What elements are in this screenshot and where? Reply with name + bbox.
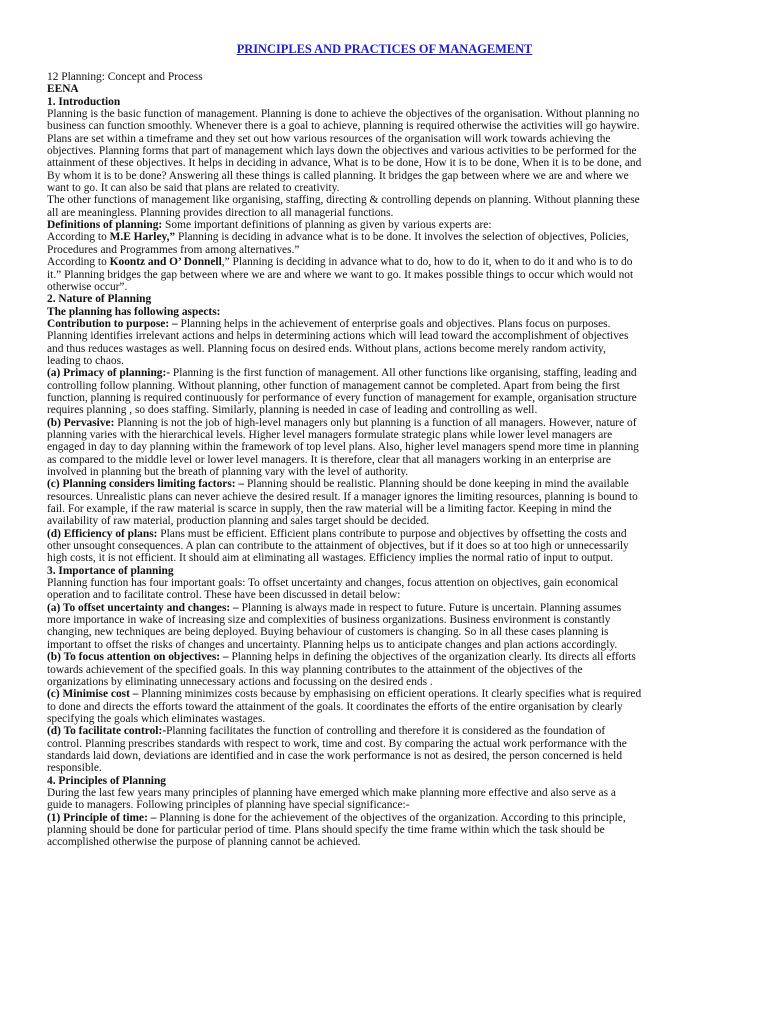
- line-text: responsible.: [47, 762, 102, 775]
- bold-term: (b) To focus attention on objectives: –: [47, 651, 229, 664]
- paragraph-line: [47, 614, 722, 626]
- paragraph-line: [47, 417, 722, 429]
- paragraph-line: [47, 429, 722, 441]
- paragraph-line: [47, 577, 722, 589]
- line-text: attainment of these objectives. It helps in deciding in advance, What is to be done, How it is to be done, When it is to be done, and: [47, 157, 642, 170]
- paragraph-line: [47, 836, 722, 848]
- line-text: changing, new techniques are being deployed. Buying behaviour of customers is changing. So in all these cases planning is: [47, 626, 609, 639]
- paragraph-line: [47, 404, 722, 416]
- paragraph-line: [47, 120, 722, 132]
- paragraph-line: [47, 454, 722, 466]
- section-heading: 3. Importance of planning: [47, 564, 174, 577]
- paragraph: [47, 318, 722, 367]
- line-text: otherwise occur”.: [47, 280, 128, 293]
- author-name: EENA: [47, 83, 79, 96]
- section-heading: The planning has following aspects:: [47, 305, 221, 318]
- document-body: [47, 71, 722, 849]
- paragraph-line: [47, 589, 722, 601]
- paragraph: [47, 602, 722, 651]
- paragraph-line: [47, 799, 722, 811]
- paragraph-line: [47, 651, 722, 663]
- bold-term: (b) Pervasive:: [47, 416, 115, 429]
- line-text: important to offset the risks of changes and uncertainty. Planning helps us to anticipate changes and plan actions accordingly.: [47, 638, 618, 651]
- line-text: Planning facilitates the function of controlling and therefore it is considered as the foundation of: [166, 725, 606, 738]
- paragraph: [47, 688, 722, 725]
- paragraph: [47, 194, 722, 219]
- paragraph-line: [47, 380, 722, 392]
- bold-term: (c) Minimise cost –: [47, 688, 139, 701]
- paragraph-line: [47, 688, 722, 700]
- paragraph-line: [47, 491, 722, 503]
- paragraph-line: [47, 478, 722, 490]
- line-text: involved in planning but the breath of planning vary with the level of authority.: [47, 466, 409, 478]
- paragraph-line: [47, 713, 722, 725]
- line-text: function, planning is required continuously for performance of every function of management for example, organisation structure: [47, 391, 637, 404]
- bold-term: (d) To facilitate control:-: [47, 725, 167, 738]
- line-text: business can function smoothly. Whenever there is a goal to achieve, planning is required otherwise the activities will go haywire.: [47, 120, 640, 133]
- paragraph-line: [47, 269, 722, 281]
- paragraph: [47, 577, 722, 602]
- line-text: organizations by eliminating unnecessary actions and focussing on the desired ends .: [47, 675, 433, 688]
- paragraph-line: [47, 330, 722, 342]
- paragraph: [47, 219, 722, 231]
- paragraph-line: [47, 244, 722, 256]
- line-text: want to go. It can also be said that plans are related to creativity.: [47, 182, 340, 195]
- line-text: Procedures and Programmes from among alternatives.”: [47, 243, 300, 256]
- line-text: specifying the goals which eliminates wastages.: [47, 712, 266, 725]
- line-text: objectives. Planning forms that part of management which lays down the objectives and various activities to be performed for the: [47, 145, 637, 158]
- paragraph-line: [47, 626, 722, 638]
- paragraph-line: [47, 466, 722, 478]
- paragraph: [47, 256, 722, 293]
- line-text: Planning helps in defining the objectives of the organization clearly. Its directs all efforts: [228, 651, 636, 664]
- line-text: control. Planning prescribes standards with respect to work, time and cost. By comparing the actual work performance with the: [47, 737, 627, 750]
- paragraph-line: [47, 787, 722, 799]
- content-blocks: [47, 96, 722, 849]
- bold-term: (1) Principle of time: –: [47, 811, 157, 824]
- paragraph-line: [47, 133, 722, 145]
- paragraph-line: [47, 231, 722, 243]
- line-text: operation and to facilitate control. These have been discussed in detail below:: [47, 589, 401, 602]
- paragraph: [47, 528, 722, 565]
- line-text: high costs, it is not efficient. It should aim at eliminating all wastages. Efficiency implies the normal ratio of input to output.: [47, 552, 614, 565]
- paragraph-line: [47, 750, 722, 762]
- line-text: By whom it is to be done? Answering all these things is called planning. It bridges the gap between where we are and where we: [47, 169, 629, 182]
- paragraph-line: [47, 762, 722, 774]
- paragraph-line: [47, 207, 722, 219]
- line-text: Some important definitions of planning as given by various experts are:: [162, 219, 492, 232]
- bold-term: (a) Primacy of planning:-: [47, 367, 171, 380]
- paragraph-line: [47, 343, 722, 355]
- line-text: engaged in day to day planning within the framework of top level plans. Also, higher level managers spend more time in planning: [47, 441, 639, 454]
- line-text: Planning is always made in respect to future. Future is uncertain. Planning assumes: [238, 601, 622, 614]
- lead-in-text: According to: [47, 256, 110, 269]
- paragraph: [47, 108, 722, 194]
- line-text: standards laid down, deviations are identified and in case the work performance is not as desired, the person concerned is held: [47, 749, 623, 762]
- line-text: as compared to the middle level or lower level managers. It is therefore, clear that all managers working in an enterprise are: [47, 453, 611, 466]
- bold-term: (a) To offset uncertainty and changes: –: [47, 601, 239, 614]
- line-text: fail. For example, if the raw material is scarce in supply, then the raw material will be a limiting factor. Keeping in mind the: [47, 503, 612, 516]
- paragraph-line: [47, 182, 722, 194]
- line-text: planning should be done for particular period of time. Plans should specify the time frame within which the task should be: [47, 823, 605, 836]
- lead-in-text: According to: [47, 231, 110, 244]
- paragraph-line: [47, 701, 722, 713]
- paragraph-line: [47, 552, 722, 564]
- line-text: During the last few years many principles of planning have emerged which make planning more effective and also serve as a: [47, 786, 616, 799]
- line-text: towards achievement of the specified goals. In this way planning contributes to the attainment of the objectives of the: [47, 663, 583, 676]
- paragraph-line: [47, 256, 722, 268]
- subtitle: 12 Planning: Concept and Process: [47, 71, 203, 83]
- line-text: Planning minimizes costs because by emphasising on efficient operations. It clearly specifies what is required: [138, 688, 642, 701]
- line-text: ,” Planning is deciding in advance what to do, how to do it, when to do it and who is to do: [221, 256, 633, 269]
- paragraph-line: [47, 676, 722, 688]
- paragraph: [47, 478, 722, 527]
- paragraph-line: [47, 108, 722, 120]
- bold-term: M.E Harley,”: [109, 231, 176, 244]
- section-heading: 4. Principles of Planning: [47, 774, 166, 787]
- paragraph: [47, 725, 722, 774]
- line-text: Planning is done for the achievement of the objectives of the organization. According to this principle,: [156, 811, 626, 824]
- paragraph-line: [47, 664, 722, 676]
- paragraph-line: [47, 355, 722, 367]
- line-text: The other functions of management like organising, staffing, directing & controlling depends on planning. Without planning these: [47, 194, 640, 207]
- bold-term: (d) Efficiency of plans:: [47, 527, 158, 540]
- line-text: guide to managers. Following principles of planning have special significance:-: [47, 799, 410, 812]
- paragraph-line: [47, 503, 722, 515]
- line-text: Planning helps in the achievement of enterprise goals and objectives. Plans focus on purposes.: [177, 317, 611, 330]
- paragraph-line: [47, 738, 722, 750]
- paragraph-line: [47, 602, 722, 614]
- line-text: Planning function has four important goals: To offset uncertainty and changes, focus attention on objectives, gain economical: [47, 577, 619, 590]
- paragraph: [47, 417, 722, 479]
- paragraph-line: [47, 392, 722, 404]
- line-text: Planning is not the job of high-level managers only but planning is a function of all managers. However, nature of: [114, 416, 637, 429]
- section-heading: 1. Introduction: [47, 95, 121, 108]
- line-text: Planning is the first function of management. All other functions like organising, staffing, leading and: [170, 367, 637, 380]
- paragraph-line: [47, 367, 722, 379]
- paragraph-line: [47, 194, 722, 206]
- paragraph-line: [47, 157, 722, 169]
- line-text: controlling follow planning. Without planning, other function of management cannot be completed. Apart from being the first: [47, 379, 620, 392]
- paragraph: [47, 367, 722, 416]
- paragraph-line: [47, 528, 722, 540]
- line-text: to done and directs the efforts toward the attainment of the goals. It coordinates the efforts of the entire organisation by clearly: [47, 700, 623, 713]
- paragraph: [47, 651, 722, 688]
- paragraph-line: [47, 639, 722, 651]
- bold-term: Definitions of planning:: [47, 219, 163, 232]
- line-text: resources. Unrealistic plans can never achieve the desired result. If a manager ignores the limiting resources, planning is bound to: [47, 490, 638, 503]
- paragraph-line: [47, 725, 722, 737]
- paragraph-line: [47, 812, 722, 824]
- line-text: leading to chaos.: [47, 354, 124, 367]
- paragraph: [47, 787, 722, 812]
- section-heading: 2. Nature of Planning: [47, 293, 152, 306]
- bold-term: Koontz and O’ Donnell: [109, 256, 222, 269]
- document-title[interactable]: PRINCIPLES AND PRACTICES OF MANAGEMENT: [236, 42, 533, 56]
- line-text: Planning should be realistic. Planning should be done keeping in mind the available: [244, 478, 629, 491]
- bold-term: (c) Planning considers limiting factors: –: [47, 478, 245, 491]
- line-text: Planning identifies irrelevant actions and helps in determining actions which will lead toward the accomplishment of objectives: [47, 330, 629, 343]
- line-text: accomplished otherwise the purpose of planning cannot be achieved.: [47, 836, 361, 849]
- paragraph: [47, 231, 722, 256]
- line-text: requires planning , so does staffing. Similarly, planning is needed in case of leading and controlling as well.: [47, 404, 538, 417]
- paragraph-line: [47, 515, 722, 527]
- line-text: Plans must be efficient. Efficient plans contribute to purpose and objectives by offsetting the costs and: [157, 527, 627, 540]
- paragraph-line: [47, 540, 722, 552]
- paragraph-line: [47, 170, 722, 182]
- line-text: Planning is the basic function of management. Planning is done to achieve the objectives of the organisation. Without planning no: [47, 108, 640, 121]
- paragraph-line: [47, 219, 722, 231]
- paragraph-line: [47, 441, 722, 453]
- line-text: other unsought consequences. A plan can contribute to the attainment of objectives, but if it does so at too high or unnecessarily: [47, 540, 629, 553]
- line-text: it.” Planning bridges the gap between where we are and where we want to go. It makes possible things to occur which would not: [47, 268, 634, 281]
- line-text: more importance in wake of increasing size and complexities of business organizations. Business environment is constantly: [47, 614, 611, 627]
- line-text: availability of raw material, production planning and sales target should be decided.: [47, 515, 430, 528]
- line-text: Planning is deciding in advance what is to be done. It involves the selection of objectives, Policies,: [175, 231, 629, 244]
- paragraph-line: [47, 824, 722, 836]
- line-text: Plans are set within a timeframe and they set out how various resources of the organisation will work towards achieving the: [47, 132, 611, 145]
- line-text: all are meaningless. Planning provides direction to all managerial functions.: [47, 206, 394, 219]
- paragraph-line: [47, 281, 722, 293]
- paragraph-line: [47, 318, 722, 330]
- line-text: planning varies with the hierarchical levels. Higher level managers formulate strategic plans while lower level managers are: [47, 428, 613, 441]
- paragraph: [47, 812, 722, 849]
- paragraph-line: [47, 145, 722, 157]
- line-text: and thus reduces wastages as well. Planning focus on desired ends. Without plans, actions become merely random activity,: [47, 342, 606, 355]
- bold-term: Contribution to purpose: –: [47, 317, 178, 330]
